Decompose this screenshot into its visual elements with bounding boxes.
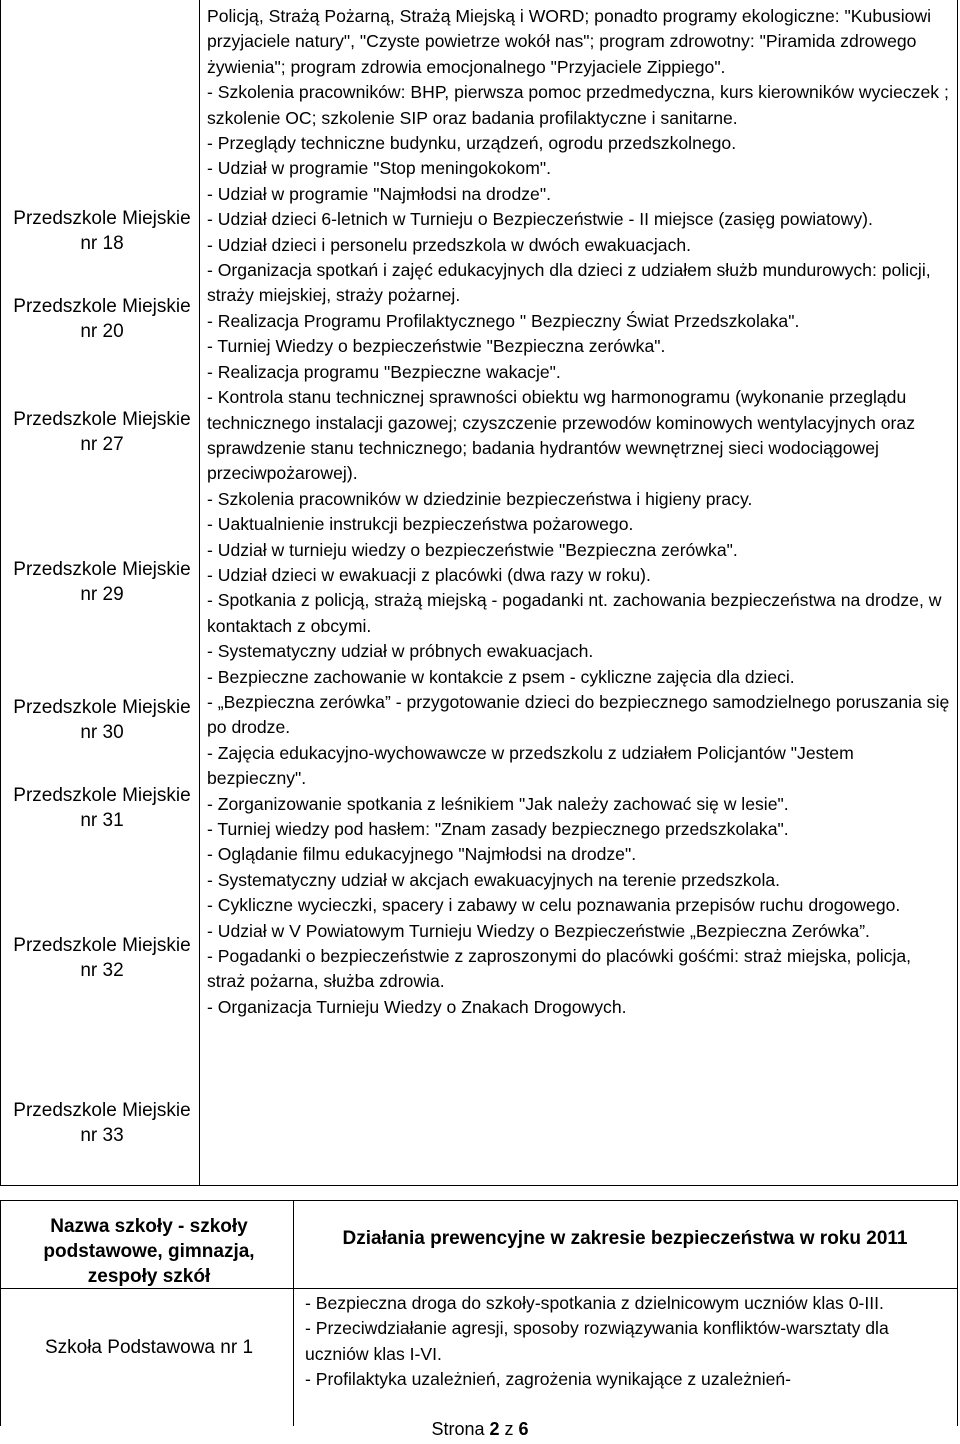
page-footer: [0, 1419, 960, 1440]
table-column-divider: [199, 0, 200, 1186]
activity-item: - Szkolenia pracowników w dziedzinie bezpieczeństwa i higieny pracy.: [207, 488, 753, 509]
activity-item: - Bezpieczna droga do szkoły-spotkania z dzielnicowym uczniów klas 0-III.: [305, 1293, 884, 1313]
school-name: Szkoła Podstawowa nr 1: [44, 1337, 254, 1358]
activities-list: [305, 1291, 950, 1393]
table-border-right: [957, 0, 958, 1186]
activity-item: Policją, Strażą Pożarną, Strażą Miejską i WORD; ponadto programy ekologiczne: "Kubusiowi przyjaciele natury", "Czyste powietrze wokół nas"; program zdrowotny: "Piramida zdrowego żywienia"; program zdrowia emocjonalnego "Przyjaciele Zippiego".: [207, 6, 931, 77]
activity-item: - Organizacja spotkań i zajęć edukacyjnych dla dzieci z udziałem służb mundurowych: policji, straży miejskiej, straży pożarnej.: [207, 260, 931, 306]
school-name: Przedszkole Miejskie nr 27: [13, 409, 191, 455]
school-name: Przedszkole Miejskie nr 33: [13, 1100, 191, 1146]
table-border-left: [0, 1200, 1, 1426]
activity-item: - Turniej Wiedzy o bezpieczeństwie "Bezpieczna zerówka".: [207, 336, 666, 357]
activity-item: - Udział w turnieju wiedzy o bezpieczeństwie "Bezpieczna zerówka".: [207, 539, 738, 560]
page-total: 6: [518, 1419, 529, 1439]
activity-item: - Profilaktyka uzależnień, zagrożenia wynikające z uzależnień-: [305, 1369, 792, 1390]
activity-item: - Zorganizowanie spotkania z leśnikiem "Jak należy zachować się w lesie".: [207, 793, 789, 814]
activity-item: - Systematyczny udział w akcjach ewakuacyjnych na terenie przedszkola.: [207, 869, 781, 890]
activity-item: - Oglądanie filmu edukacyjnego "Najmłodsi na drodze".: [207, 844, 637, 865]
table-border-top: [0, 1200, 958, 1201]
page-number: 2: [489, 1419, 500, 1439]
activity-item: - Pogadanki o bezpieczeństwie z zaproszonymi do placówki gośćmi: straż miejska, policja, straż pożarna, służba zdrowia.: [207, 946, 912, 992]
activity-item: - Szkolenia pracowników: BHP, pierwsza pomoc przedmedyczna, kurs kierowników wycieczek ; szkolenie OC; szkolenie SIP oraz badania profilaktyczne i sanitarne.: [207, 82, 949, 128]
activity-item: - Udział dzieci 6-letnich w Turnieju o Bezpieczeństwie - II miejsce (zasięg powiatowy).: [207, 209, 873, 230]
school-name: Przedszkole Miejskie nr 30: [13, 697, 191, 743]
table-border-bottom: [0, 1185, 958, 1186]
activity-item: - Realizacja Programu Profilaktycznego " Bezpieczny Świat Przedszkolaka".: [207, 310, 800, 331]
table-column-divider: [293, 1200, 294, 1426]
activity-item: - „Bezpieczna zerówka” - przygotowanie dzieci do bezpiecznego samodzielnego poruszania się po drodze.: [207, 691, 950, 738]
activity-item: - Przeciwdziałanie agresji, sposoby rozwiązywania konfliktów-warsztaty dla uczniów klas I-VI.: [305, 1318, 889, 1364]
activity-item: - Organizacja Turnieju Wiedzy o Znakach Drogowych.: [207, 996, 627, 1017]
school-name: Przedszkole Miejskie nr 32: [13, 935, 191, 981]
activity-item: - Kontrola stanu technicznej sprawności obiektu wg harmonogramu (wykonanie przeglądu technicznego instalacji gazowej; czyszczenie przewodów kominowych wentylacyjnych oraz sprawdzenie stanu technicznego; badania hydrantów wewnętrznej sieci wodociągowej przeciwpożarowej).: [207, 387, 915, 484]
activity-item: - Udział w V Powiatowym Turnieju Wiedzy o Bezpieczeństwie „Bezpieczna Zerówka”.: [207, 920, 870, 941]
activities-list: [207, 4, 952, 1020]
column-header-activities: Działania prewencyjne w zakresie bezpieczeństwa w roku 2011: [342, 1228, 908, 1249]
page-separator: z: [504, 1419, 514, 1439]
activity-item: - Udział w programie "Najmłodsi na drodze".: [207, 183, 551, 204]
activity-item: - Uaktualnienie instrukcji bezpieczeństwa pożarowego.: [207, 514, 634, 535]
table-border-right: [957, 1200, 958, 1426]
activity-item: - Turniej wiedzy pod hasłem: "Znam zasady bezpiecznego przedszkolaka".: [207, 819, 789, 839]
activity-item: - Cykliczne wycieczki, spacery i zabawy w celu poznawania przepisów ruchu drogowego.: [207, 895, 901, 916]
activity-item: - Systematyczny udział w próbnych ewakuacjach.: [207, 641, 594, 662]
activity-item: - Zajęcia edukacyjno-wychowawcze w przedszkolu z udziałem Policjantów "Jestem bezpieczny".: [207, 742, 854, 789]
activity-item: - Realizacja programu "Bezpieczne wakacje".: [207, 361, 561, 382]
school-name: Przedszkole Miejskie nr 18: [13, 208, 191, 254]
page-label: Strona: [431, 1419, 485, 1439]
activity-item: - Udział w programie "Stop meningokokom".: [207, 158, 551, 179]
school-name: Przedszkole Miejskie nr 20: [13, 296, 191, 342]
activity-item: - Spotkania z policją, strażą miejską - pogadanki nt. zachowania bezpieczeństwa na drodze, w kontaktach z obcymi.: [207, 590, 942, 636]
activity-item: - Udział dzieci i personelu przedszkola w dwóch ewakuacjach.: [207, 234, 692, 255]
column-header-school-name: Nazwa szkoły - szkoły podstawowe, gimnazja, zespoły szkół: [43, 1216, 255, 1287]
activity-item: - Przeglądy techniczne budynku, urządzeń, ogrodu przedszkolnego.: [207, 133, 737, 154]
activity-item: - Udział dzieci w ewakuacji z placówki (dwa razy w roku).: [207, 564, 651, 585]
school-name: Przedszkole Miejskie nr 31: [13, 785, 191, 831]
school-name: Przedszkole Miejskie nr 29: [13, 559, 191, 605]
table-border-left: [0, 0, 1, 1186]
activity-item: - Bezpieczne zachowanie w kontakcie z psem - cykliczne zajęcia dla dzieci.: [207, 666, 795, 687]
